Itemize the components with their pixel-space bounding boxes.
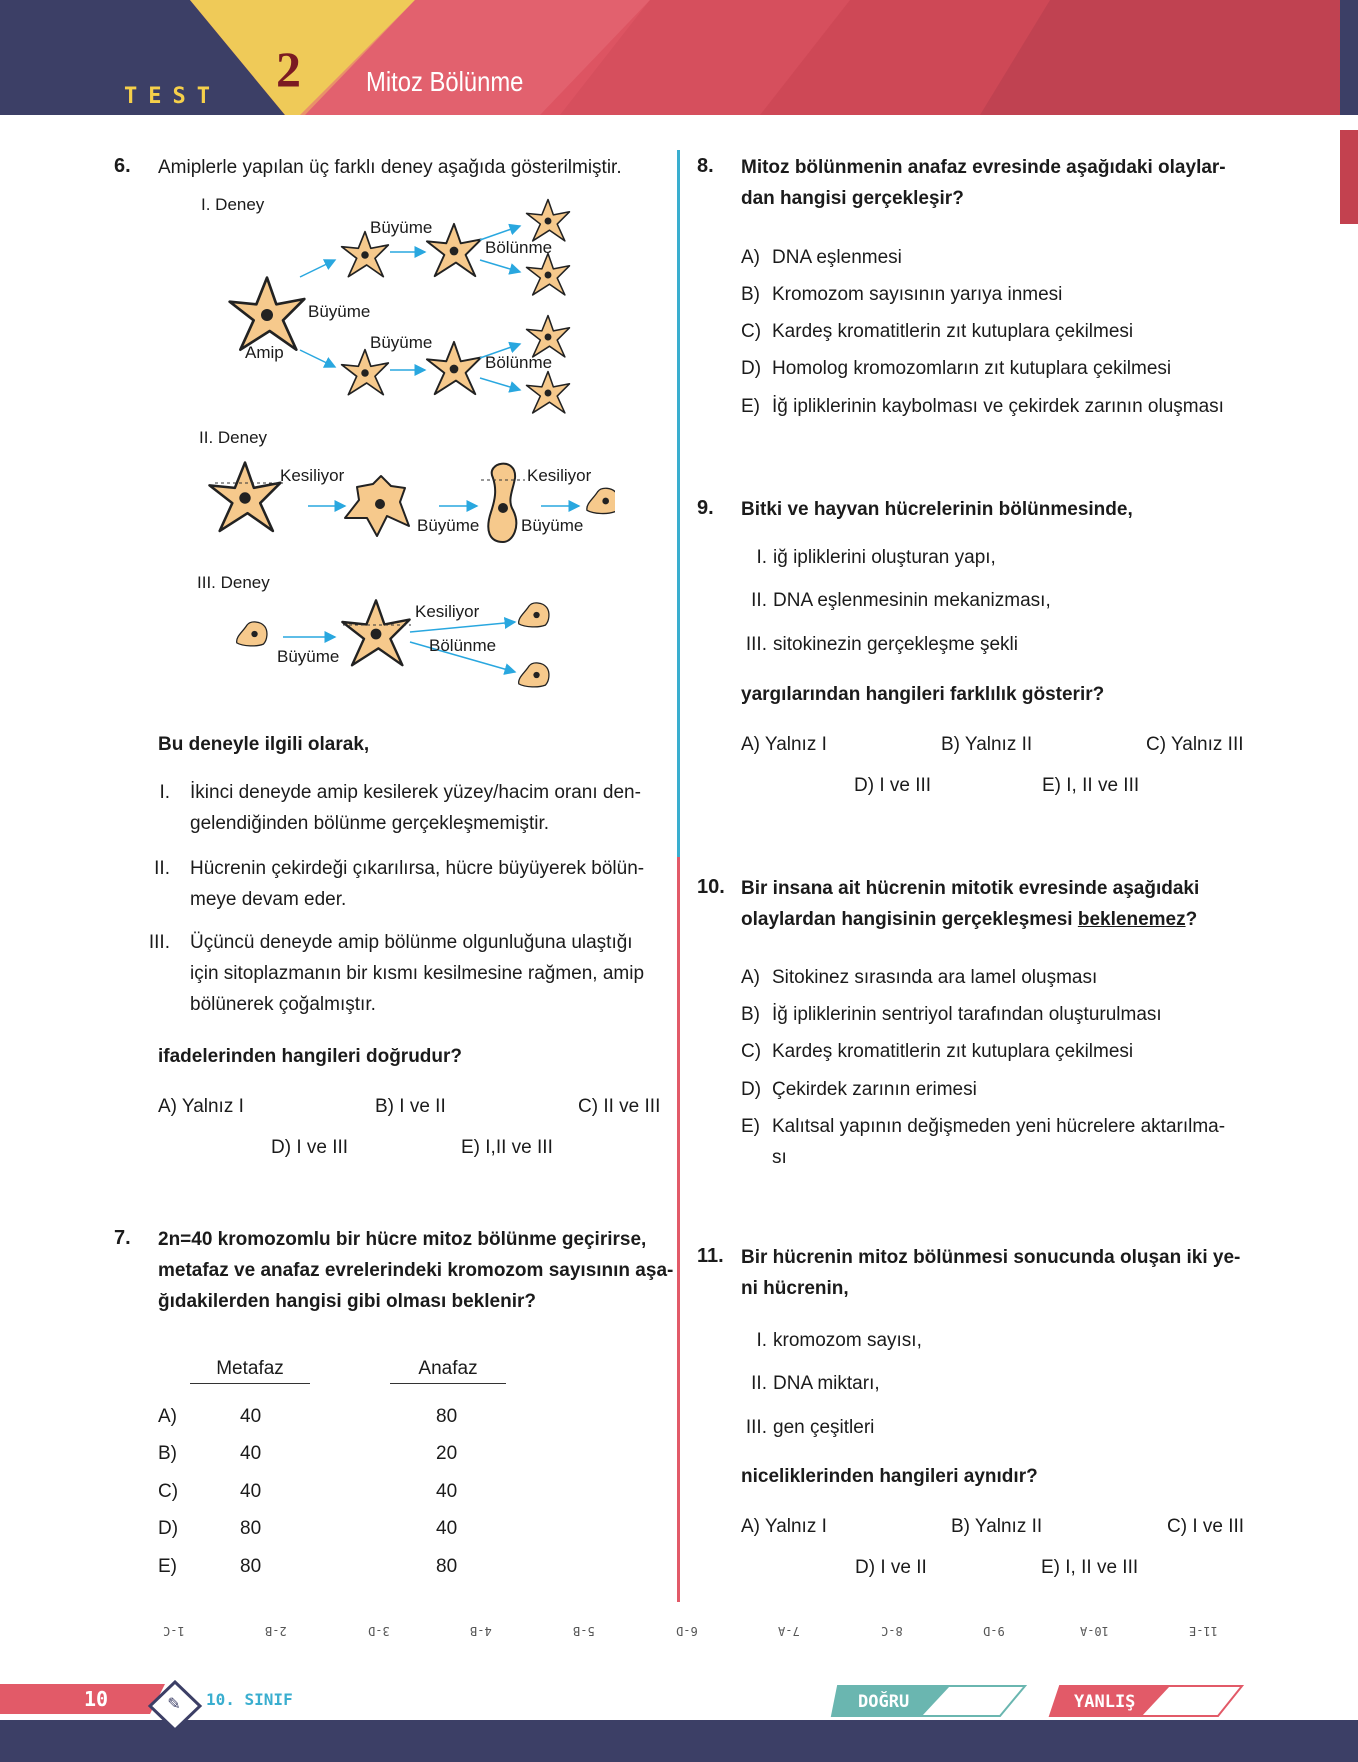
q7-anafaz-value: 20 bbox=[436, 1443, 458, 1464]
answer-key-item: 6-D bbox=[676, 1624, 698, 1638]
statement-line: Üçüncü deneyde amip bölünme olgunluğuna ulaştığı bbox=[190, 932, 633, 953]
q6-option-e[interactable]: E) I,II ve III bbox=[461, 1137, 553, 1158]
q11-option-b[interactable]: B) Yalnız II bbox=[951, 1516, 1043, 1537]
statement-text: DNA eşlenmesinin mekanizması, bbox=[773, 590, 1051, 611]
answer-key-item: 1-C bbox=[163, 1624, 185, 1638]
answer-key-item: 3-D bbox=[368, 1624, 390, 1638]
option-letter: D) bbox=[741, 1079, 762, 1100]
q6-statement-3 bbox=[148, 927, 668, 1020]
answer-key-item: 7-A bbox=[778, 1624, 800, 1638]
q11-stem bbox=[741, 1242, 1240, 1304]
label-kesiliyor-2a: Kesiliyor bbox=[280, 466, 345, 485]
label-buyume-1a: Büyüme bbox=[370, 218, 433, 237]
option-text: Çekirdek zarının erimesi bbox=[772, 1079, 977, 1100]
q7-stem bbox=[158, 1224, 673, 1317]
statement-text bbox=[190, 927, 668, 1020]
statement-text bbox=[190, 853, 668, 915]
q7-option-row[interactable] bbox=[158, 1438, 518, 1469]
stem-line: Bir hücrenin mitoz bölünmesi sonucunda oluşan iki ye- bbox=[741, 1247, 1241, 1268]
option-letter: A) bbox=[741, 247, 760, 268]
q7-option-letter: A) bbox=[158, 1406, 177, 1427]
q11-option-e[interactable]: E) I, II ve III bbox=[1041, 1557, 1139, 1578]
q10-option-d[interactable] bbox=[741, 1074, 977, 1105]
roman-numeral: I. bbox=[756, 1330, 767, 1351]
roman-numeral: III. bbox=[745, 1417, 767, 1438]
q11-statement-3 bbox=[741, 1412, 874, 1443]
roman-numeral: III. bbox=[148, 932, 170, 953]
option-letter: C) bbox=[741, 321, 762, 342]
answer-key-item: 11-E bbox=[1189, 1624, 1218, 1638]
q8-option-c[interactable] bbox=[741, 316, 1133, 347]
option-letter: E) bbox=[741, 396, 760, 417]
option-letter: B) bbox=[741, 1004, 760, 1025]
q7-anafaz-value: 40 bbox=[436, 1518, 458, 1539]
option-text: Sitokinez sırasında ara lamel oluşması bbox=[772, 967, 1098, 988]
q9-stem: Bitki ve hayvan hücrelerinin bölünmesinde, bbox=[741, 499, 1133, 520]
q8-option-a[interactable] bbox=[741, 242, 902, 273]
book-icon: ✎ bbox=[167, 1696, 181, 1713]
option-letter: C) bbox=[741, 1041, 762, 1062]
q11-statement-1 bbox=[741, 1325, 922, 1356]
column-divider-top bbox=[677, 150, 680, 857]
stem-text: olaylardan hangisinin gerçekleşmesi bbox=[741, 909, 1078, 930]
label-bolunme-1a: Bölünme bbox=[485, 238, 553, 257]
roman-numeral: II. bbox=[154, 858, 170, 879]
header-banner bbox=[0, 0, 1340, 115]
test-number: 2 bbox=[276, 41, 301, 97]
q7-col-metafaz: Metafaz bbox=[216, 1358, 284, 1379]
q9-option-a[interactable]: A) Yalnız I bbox=[741, 734, 827, 755]
q7-metafaz-value: 40 bbox=[240, 1443, 262, 1464]
q7-option-letter: D) bbox=[158, 1518, 179, 1539]
statement-line: meye devam eder. bbox=[190, 889, 347, 910]
roman-numeral: III. bbox=[745, 634, 767, 655]
statement-text: sitokinezin gerçekleşme şekli bbox=[773, 634, 1018, 655]
statement-text: kromozom sayısı, bbox=[773, 1330, 922, 1351]
q7-option-letter: E) bbox=[158, 1556, 177, 1577]
q6-lead: Bu deneyle ilgili olarak, bbox=[158, 734, 370, 755]
option-letter: A) bbox=[741, 967, 760, 988]
q8-number: 8. bbox=[697, 155, 714, 177]
statement-line: bölünerek çoğalmıştır. bbox=[190, 994, 376, 1015]
q8-stem bbox=[741, 152, 1226, 214]
q6-statement-2 bbox=[148, 853, 668, 915]
statement-line: Hücrenin çekirdeği çıkarılırsa, hücre büyüyerek bölün- bbox=[190, 858, 645, 879]
q10-option-c[interactable] bbox=[741, 1036, 1133, 1067]
q6-intro: Amiplerle yapılan üç farklı deney aşağıda gösterilmiştir. bbox=[158, 157, 622, 178]
q11-statement-2 bbox=[741, 1368, 880, 1399]
option-text: Kardeş kromatitlerin zıt kutuplara çekilmesi bbox=[772, 1041, 1134, 1062]
q9-question: yargılarından hangileri farklılık gösterir? bbox=[741, 684, 1105, 705]
q7-number: 7. bbox=[114, 1227, 131, 1249]
option-text: İğ ipliklerinin sentriyol tarafından oluşturulması bbox=[772, 1004, 1162, 1025]
q7-option-row[interactable] bbox=[158, 1551, 518, 1582]
label-exp3: III. Deney bbox=[197, 573, 270, 592]
q11-option-c[interactable]: C) I ve III bbox=[1167, 1516, 1245, 1537]
answer-key-item: 10-A bbox=[1080, 1624, 1109, 1638]
q6-statement-1 bbox=[148, 777, 668, 839]
q8-option-b[interactable] bbox=[741, 279, 1062, 310]
page-title: Mitoz Bölünme bbox=[366, 66, 524, 97]
yanlis-label: YANLIŞ bbox=[1074, 1692, 1136, 1712]
option-text: İğ ipliklerinin kaybolması ve çekirdek zarının oluşması bbox=[772, 396, 1224, 417]
q9-option-c[interactable]: C) Yalnız III bbox=[1146, 734, 1244, 755]
q9-number: 9. bbox=[697, 497, 714, 519]
q8-option-e[interactable] bbox=[741, 391, 1224, 422]
answer-key-item: 4-B bbox=[470, 1624, 492, 1638]
q9-option-b[interactable]: B) Yalnız II bbox=[941, 734, 1033, 755]
statement-line: gelendiğinden bölünme gerçekleşmemiştir. bbox=[190, 813, 550, 834]
footer-graphic bbox=[0, 1680, 1358, 1762]
q7-col-underline bbox=[190, 1383, 310, 1384]
label-bolunme-3: Bölünme bbox=[429, 636, 497, 655]
dogru-label: DOĞRU bbox=[858, 1692, 910, 1712]
q9-option-e[interactable]: E) I, II ve III bbox=[1042, 775, 1140, 796]
statement-line: için sitoplazmanın bir kısmı kesilmesine rağmen, amip bbox=[190, 963, 645, 984]
option-text: Kardeş kromatitlerin zıt kutuplara çekilmesi bbox=[772, 321, 1134, 342]
q7-option-row[interactable] bbox=[158, 1401, 518, 1432]
option-text: Kalıtsal yapının değişmeden yeni hücrelere aktarılma- bbox=[772, 1116, 1226, 1137]
stem-line: Mitoz bölünmenin anafaz evresinde aşağıdaki olaylar- bbox=[741, 157, 1226, 178]
roman-numeral: II. bbox=[751, 590, 767, 611]
label-exp1: I. Deney bbox=[201, 195, 265, 214]
q7-metafaz-value: 40 bbox=[240, 1406, 262, 1427]
q7-anafaz-value: 80 bbox=[436, 1406, 458, 1427]
q7-col-underline bbox=[390, 1383, 506, 1384]
option-text-cont: sı bbox=[772, 1147, 787, 1168]
underlined-keyword: beklenemez bbox=[1077, 909, 1186, 930]
statement-text: gen çeşitleri bbox=[773, 1417, 875, 1438]
page-number: 10 bbox=[84, 1687, 109, 1711]
q7-option-row[interactable] bbox=[158, 1476, 518, 1507]
answer-key-item: 8-C bbox=[881, 1624, 903, 1638]
stem-line: metafaz ve anafaz evrelerindeki kromozom sayısının aşa- bbox=[158, 1260, 674, 1281]
option-letter: B) bbox=[741, 284, 760, 305]
answer-key-item: 2-B bbox=[265, 1624, 287, 1638]
q7-metafaz-value: 80 bbox=[240, 1556, 262, 1577]
label-kesiliyor-3: Kesiliyor bbox=[415, 602, 480, 621]
q9-statement-3 bbox=[741, 629, 1018, 660]
q9-option-d[interactable]: D) I ve III bbox=[854, 775, 932, 796]
q6-number: 6. bbox=[114, 155, 131, 177]
option-letter: E) bbox=[741, 1116, 760, 1137]
label-buyume-2a: Büyüme bbox=[417, 516, 480, 535]
statement-text bbox=[190, 777, 668, 839]
q7-metafaz-value: 80 bbox=[240, 1518, 262, 1539]
stem-text: ? bbox=[1185, 909, 1198, 930]
q7-option-letter: B) bbox=[158, 1443, 177, 1464]
grade-label: 10. SINIF bbox=[206, 1690, 293, 1709]
option-letter: D) bbox=[741, 358, 762, 379]
q9-statement-1 bbox=[741, 542, 996, 573]
q6-option-c[interactable]: C) II ve III bbox=[578, 1096, 661, 1117]
stem-line bbox=[741, 904, 1199, 935]
option-text: Homolog kromozomların zıt kutuplara çekilmesi bbox=[772, 358, 1172, 379]
stem-line: 2n=40 kromozomlu bir hücre mitoz bölünme geçirirse, bbox=[158, 1229, 647, 1250]
q11-option-d[interactable]: D) I ve II bbox=[855, 1557, 927, 1578]
q8-option-d[interactable] bbox=[741, 353, 1171, 384]
label-amip: Amip bbox=[245, 343, 284, 362]
statement-text: DNA miktarı, bbox=[773, 1373, 880, 1394]
header-edge-bar bbox=[1340, 0, 1358, 115]
q10-option-a[interactable] bbox=[741, 962, 1097, 993]
q6-option-a[interactable]: A) Yalnız I bbox=[158, 1096, 244, 1117]
label-buyume-1c: Büyüme bbox=[370, 333, 433, 352]
q10-stem bbox=[741, 873, 1199, 935]
answer-key-item: 5-B bbox=[573, 1624, 595, 1638]
q6-diagram bbox=[195, 190, 615, 700]
column-divider-bottom bbox=[677, 857, 680, 1602]
roman-numeral: I. bbox=[756, 547, 767, 568]
q11-number: 11. bbox=[697, 1245, 724, 1267]
q6-option-d[interactable]: D) I ve III bbox=[271, 1137, 349, 1158]
label-bolunme-1b: Bölünme bbox=[485, 353, 553, 372]
q7-option-letter: C) bbox=[158, 1481, 179, 1502]
label-exp2: II. Deney bbox=[199, 428, 268, 447]
stem-line: Bir insana ait hücrenin mitotik evresinde aşağıdaki bbox=[741, 878, 1200, 899]
q6-question: ifadelerinden hangileri doğrudur? bbox=[158, 1046, 463, 1067]
statement-text: iğ ipliklerini oluşturan yapı, bbox=[773, 547, 996, 568]
stem-line: ğıdakilerden hangisi gibi olması beklenir? bbox=[158, 1291, 536, 1312]
q7-option-row[interactable] bbox=[158, 1513, 518, 1544]
test-label: TEST bbox=[124, 84, 221, 109]
q7-anafaz-value: 80 bbox=[436, 1556, 458, 1577]
q10-option-e[interactable] bbox=[741, 1111, 1225, 1173]
label-buyume-2b: Büyüme bbox=[521, 516, 584, 535]
q11-question: niceliklerinden hangileri aynıdır? bbox=[741, 1466, 1038, 1487]
q7-col-anafaz: Anafaz bbox=[418, 1358, 478, 1379]
q6-option-b[interactable]: B) I ve II bbox=[375, 1096, 446, 1117]
option-text: Kromozom sayısının yarıya inmesi bbox=[772, 284, 1063, 305]
q9-statement-2 bbox=[741, 585, 1051, 616]
label-buyume-1b: Büyüme bbox=[308, 302, 371, 321]
label-kesiliyor-2b: Kesiliyor bbox=[527, 466, 592, 485]
stem-line: dan hangisi gerçekleşir? bbox=[741, 188, 964, 209]
footer bbox=[0, 1680, 1358, 1762]
label-buyume-3: Büyüme bbox=[277, 647, 340, 666]
statement-line: İkinci deneyde amip kesilerek yüzey/hacim oranı den- bbox=[190, 782, 641, 803]
q10-option-b[interactable] bbox=[741, 999, 1162, 1030]
roman-numeral: I. bbox=[159, 782, 170, 803]
q7-anafaz-value: 40 bbox=[436, 1481, 458, 1502]
q11-option-a[interactable]: A) Yalnız I bbox=[741, 1516, 827, 1537]
edge-marker bbox=[1340, 130, 1358, 224]
q10-number: 10. bbox=[697, 876, 725, 898]
option-text: DNA eşlenmesi bbox=[772, 247, 902, 268]
answer-key-item: 9-D bbox=[983, 1624, 1005, 1638]
stem-line: ni hücrenin, bbox=[741, 1278, 849, 1299]
roman-numeral: II. bbox=[751, 1373, 767, 1394]
q7-metafaz-value: 40 bbox=[240, 1481, 262, 1502]
